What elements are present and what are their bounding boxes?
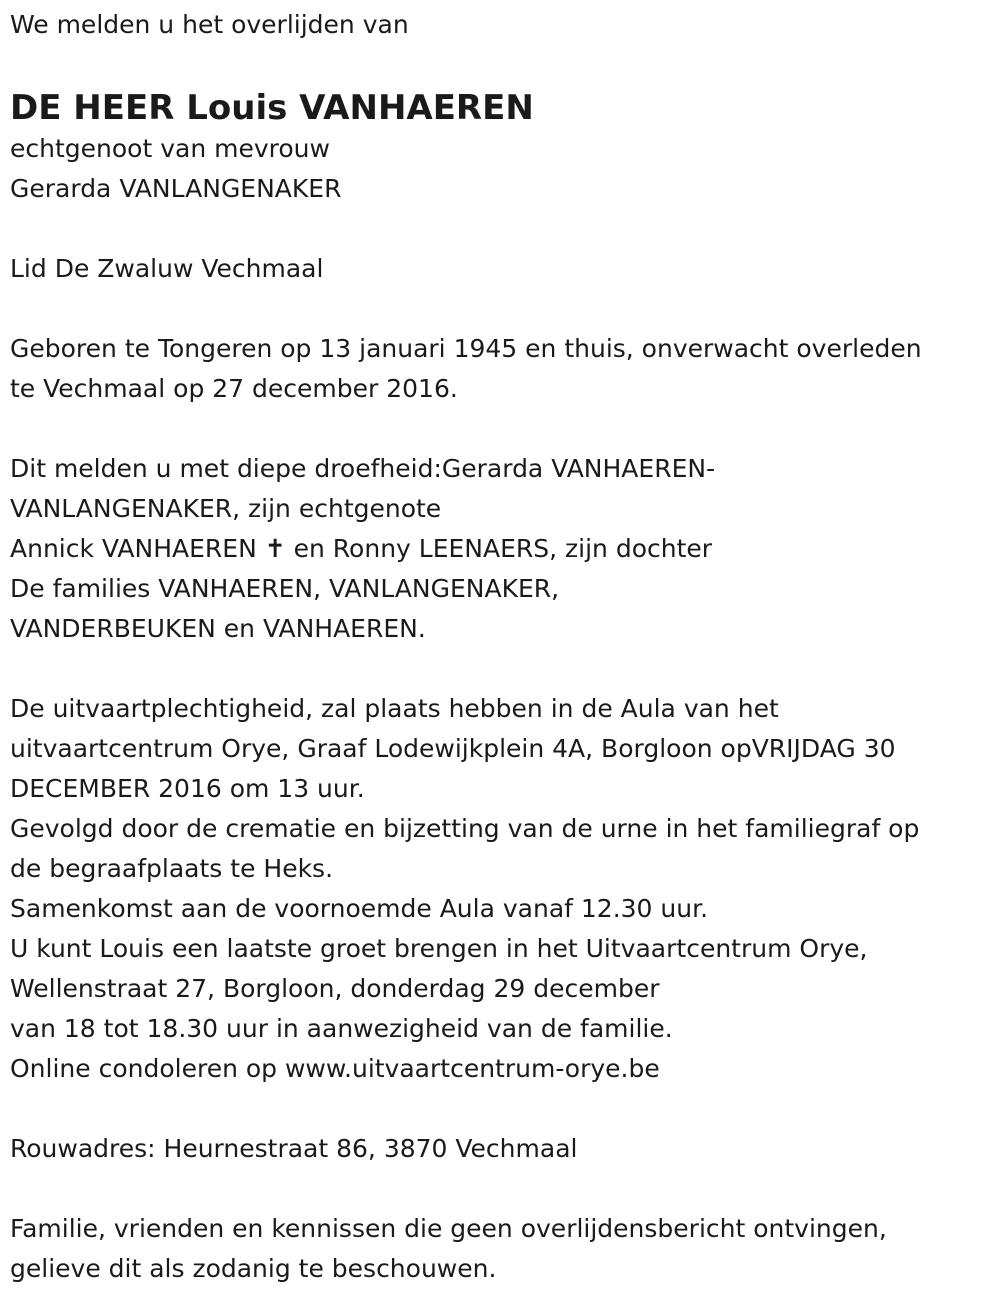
ceremony-line-4: Gevolgd door de crematie en bijzetting van de urne in het familiegraf op — [10, 814, 920, 843]
deceased-name: DE HEER Louis VANHAEREN — [10, 88, 534, 128]
mourners-line-4: De families VANHAEREN, VANLANGENAKER, — [10, 574, 560, 603]
closing-line-2: gelieve dit als zodanig te beschouwen. — [10, 1254, 497, 1283]
mourners-line-3-end: en Ronny LEENAERS, zijn dochter — [285, 534, 713, 563]
birth-death-line-1: Geboren te Tongeren op 13 januari 1945 en thuis, onverwacht overleden — [10, 334, 922, 363]
mourners-line-3 — [10, 529, 990, 569]
mourners-line-1: Dit melden u met diepe droefheid:Gerarda VANHAEREN- — [10, 454, 716, 483]
spacer — [10, 209, 990, 249]
ceremony-line-7: U kunt Louis een laatste groet brengen in het Uitvaartcentrum Orye, — [10, 934, 868, 963]
mourners-line-3-start: Annick VANHAEREN — [10, 534, 265, 563]
birth-death-line-2: te Vechmaal op 27 december 2016. — [10, 374, 458, 403]
spacer — [10, 1089, 990, 1129]
ceremony-line-6: Samenkomst aan de voornoemde Aula vanaf 12.30 uur. — [10, 894, 709, 923]
ceremony-line-1: De uitvaartplechtigheid, zal plaats hebben in de Aula van het — [10, 694, 779, 723]
mourners-line-2: VANLANGENAKER, zijn echtgenote — [10, 494, 442, 523]
spacer — [10, 289, 990, 329]
ceremony-line-8: Wellenstraat 27, Borgloon, donderdag 29 december — [10, 974, 660, 1003]
ceremony-line-5: de begraafplaats te Heks. — [10, 854, 334, 883]
spacer — [10, 649, 990, 689]
mourners-line-5: VANDERBEUKEN en VANHAEREN. — [10, 614, 426, 643]
spouse-line-2: Gerarda VANLANGENAKER — [10, 174, 342, 203]
cross-icon: ✝ — [264, 534, 286, 563]
ceremony-line-2: uitvaartcentrum Orye, Graaf Lodewijkplein 4A, Borgloon opVRIJDAG 30 — [10, 734, 896, 763]
membership-text: Lid De Zwaluw Vechmaal — [10, 254, 324, 283]
ceremony-line-10: Online condoleren op www.uitvaartcentrum-orye.be — [10, 1054, 660, 1083]
ceremony-line-9: van 18 tot 18.30 uur in aanwezigheid van de familie. — [10, 1014, 673, 1043]
spacer — [10, 1169, 990, 1209]
spouse-line-1: echtgenoot van mevrouw — [10, 134, 330, 163]
ceremony-line-3: DECEMBER 2016 om 13 uur. — [10, 774, 365, 803]
spacer — [10, 409, 990, 449]
closing-line-1: Familie, vrienden en kennissen die geen overlijdensbericht ontvingen, — [10, 1214, 887, 1243]
mourning-address: Rouwadres: Heurnestraat 86, 3870 Vechmaal — [10, 1134, 578, 1163]
intro-text: We melden u het overlijden van — [10, 10, 409, 39]
